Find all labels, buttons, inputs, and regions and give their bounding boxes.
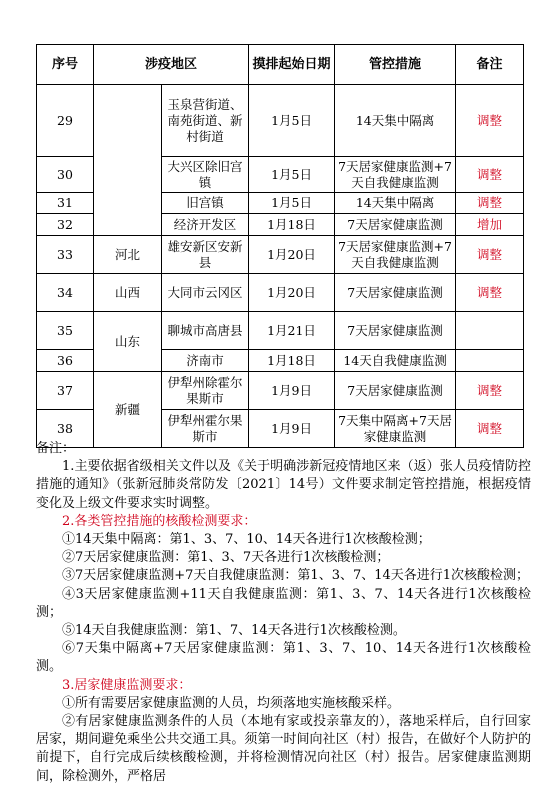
row-date: 1月5日 (249, 157, 335, 193)
row-area: 旧宫镇 (162, 193, 249, 214)
row-note: 调整 (456, 157, 524, 193)
row-no: 30 (37, 157, 94, 193)
row-no: 32 (37, 214, 94, 236)
row-area: 玉泉营街道、南苑街道、新村街道 (162, 85, 249, 157)
list-item: ①所有需要居家健康监测的人员，均须落地实施核酸采样。 (62, 695, 401, 711)
row-date: 1月9日 (249, 410, 335, 448)
row-region: 河北 (94, 236, 162, 274)
row-region: 山东 (94, 312, 162, 372)
row-note: 调整 (456, 274, 524, 312)
table-row (37, 372, 524, 410)
control-measures-table (36, 44, 524, 448)
row-region (94, 85, 162, 236)
row-area: 伊犁州霍尔果斯市 (162, 410, 249, 448)
header-no: 序号 (37, 45, 94, 85)
list-item: ④3天居家健康监测+11天自我健康监测：第1、3、7、14天各进行1次核酸检测； (36, 586, 531, 620)
table-row (37, 312, 524, 350)
header-note: 备注 (456, 45, 524, 85)
notes-label: 备注： (36, 441, 76, 456)
header-area: 涉疫地区 (94, 45, 249, 85)
row-date: 1月20日 (249, 236, 335, 274)
row-measure: 14天集中隔离 (335, 85, 456, 157)
row-note: 增加 (456, 214, 524, 236)
row-no: 33 (37, 236, 94, 274)
row-date: 1月5日 (249, 85, 335, 157)
row-date: 1月18日 (249, 214, 335, 236)
row-area: 大同市云冈区 (162, 274, 249, 312)
row-date: 1月5日 (249, 193, 335, 214)
row-note (456, 350, 524, 372)
list-item: ③7天居家健康监测+7天自我健康监测：第1、3、7、14天各进行1次核酸检测； (62, 568, 530, 584)
row-note: 调整 (456, 372, 524, 410)
row-measure: 7天居家健康监测 (335, 274, 456, 312)
row-measure: 14天自我健康监测 (335, 350, 456, 372)
list-item: ⑤14天自我健康监测：第1、7、14天各进行1次核酸检测。 (62, 623, 406, 639)
list-item: ②有居家健康监测条件的人员（本地有家或投亲靠友的），落地采样后，自行回家居家，期间避免乘坐公共交通工具。须第一时间向社区（村）报告，在做好个人防护的前提下，自行完成后续核酸检测，并将检测情况向社区（村）报告。居家健康监测期间，除检测外，严格居 (36, 714, 531, 784)
row-measure: 14天集中隔离 (335, 193, 456, 214)
row-no: 29 (37, 85, 94, 157)
table-header-row (37, 45, 524, 85)
table-row (37, 274, 524, 312)
row-note: 调整 (456, 193, 524, 214)
notes-section (36, 440, 531, 786)
row-no: 36 (37, 350, 94, 372)
row-date: 1月21日 (249, 312, 335, 350)
row-no: 38 (37, 410, 94, 448)
row-area: 济南市 (162, 350, 249, 372)
list-item: ②7天居家健康监测：第1、3、7天各进行1次核酸检测； (62, 550, 390, 566)
table-row (37, 236, 524, 274)
header-date: 摸排起始日期 (249, 45, 335, 85)
row-note: 调整 (456, 410, 524, 448)
row-measure: 7天集中隔离+7天居家健康监测 (335, 410, 456, 448)
row-region: 新疆 (94, 372, 162, 448)
row-note: 调整 (456, 236, 524, 274)
row-measure: 7天居家健康监测 (335, 312, 456, 350)
row-date: 1月20日 (249, 274, 335, 312)
notes-paragraph-1: 1.主要依据省级相关文件以及《关于明确涉新冠疫情地区来（返）张人员疫情防控措施的通知》（张新冠肺炎常防发〔2021〕14号）文件要求制定管控措施，根据疫情变化及上级文件要求实时调整。 (36, 459, 531, 511)
header-measure: 管控措施 (335, 45, 456, 85)
row-note (456, 312, 524, 350)
row-measure: 7天居家健康监测 (335, 372, 456, 410)
row-date: 1月9日 (249, 372, 335, 410)
list-item: ⑥7天集中隔离+7天居家健康监测：第1、3、7、10、14天各进行1次核酸检测。 (36, 641, 531, 675)
list-item: ①14天集中隔离：第1、3、7、10、14天各进行1次核酸检测； (62, 532, 431, 548)
row-measure: 7天居家健康监测+7天自我健康监测 (335, 236, 456, 274)
notes-heading-3: 3.居家健康监测要求： (62, 677, 192, 693)
row-area: 聊城市高唐县 (162, 312, 249, 350)
row-date: 1月18日 (249, 350, 335, 372)
row-no: 35 (37, 312, 94, 350)
row-measure: 7天居家健康监测+7天自我健康监测 (335, 157, 456, 193)
notes-heading-2: 2.各类管控措施的核酸检测要求： (62, 513, 257, 529)
row-region: 山西 (94, 274, 162, 312)
row-no: 37 (37, 372, 94, 410)
row-area: 伊犁州除霍尔果斯市 (162, 372, 249, 410)
row-note: 调整 (456, 85, 524, 157)
table-row (37, 85, 524, 157)
row-measure: 7天居家健康监测 (335, 214, 456, 236)
row-area: 经济开发区 (162, 214, 249, 236)
row-no: 34 (37, 274, 94, 312)
row-area: 雄安新区安新县 (162, 236, 249, 274)
row-no: 31 (37, 193, 94, 214)
row-area: 大兴区除旧宫镇 (162, 157, 249, 193)
